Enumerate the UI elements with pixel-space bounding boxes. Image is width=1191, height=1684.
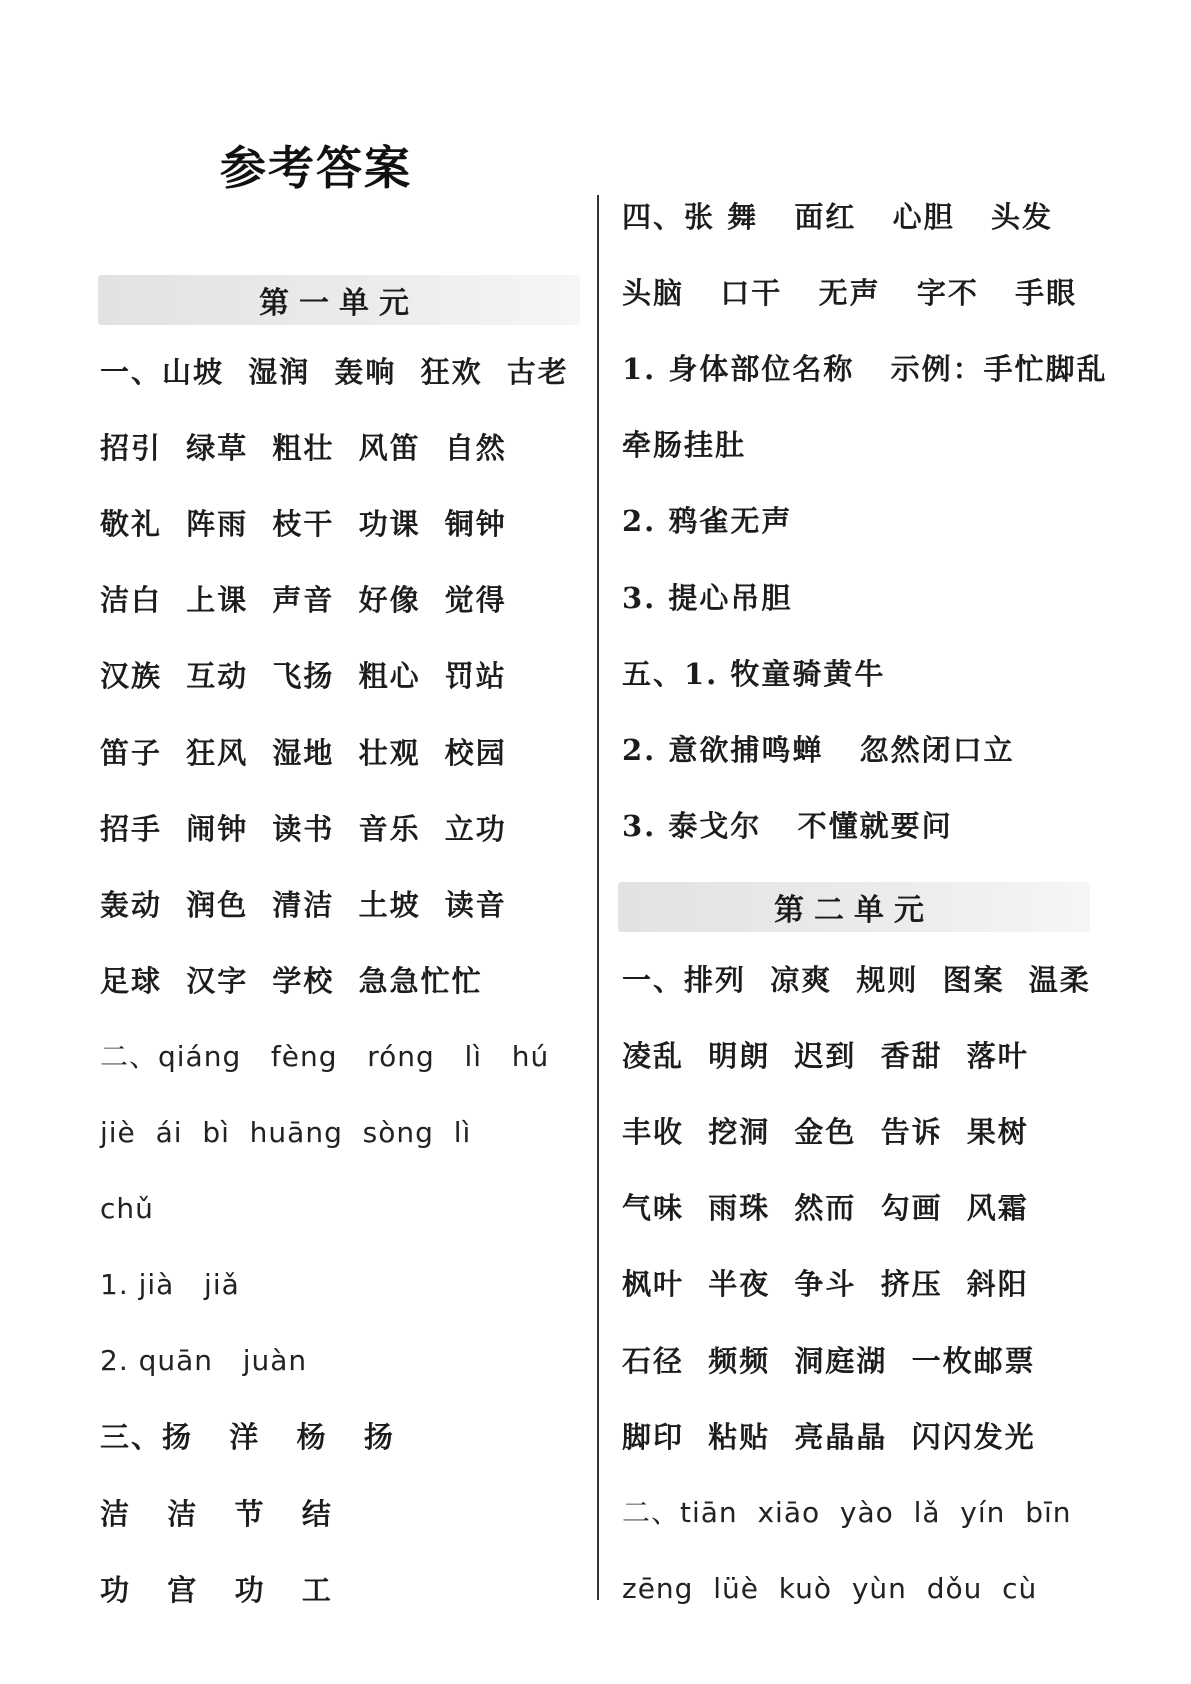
answer-line: 一、山坡 湿润 轰响 狂欢 古老 [100,355,569,389]
answer-line: 脚印 粘贴 亮晶晶 闪闪发光 [622,1419,1036,1454]
answer-line: 招引 绿草 粗壮 风笛 自然 [100,431,507,466]
answer-line: 五、1. 牧童骑黄牛 [622,656,886,691]
answer-line: 轰动 润色 清洁 土坡 读音 [100,887,507,922]
answer-line: 1. jià jiǎ [100,1268,240,1302]
answer-line: 敬礼 阵雨 枝干 功课 铜钟 [100,507,507,542]
answer-line: 1. 身体部位名称 示例：手忙脚乱 [622,352,1108,387]
answer-line: 二、qiáng fèng róng lì hú [100,1039,550,1073]
answer-line: 石径 频频 洞庭湖 一枚邮票 [622,1343,1036,1378]
answer-line: 丰收 挖洞 金色 告诉 果树 [622,1115,1029,1150]
unit-banner-1: 第一单元 [98,275,580,325]
answer-line: 汉族 互动 飞扬 粗心 罚站 [100,659,507,694]
answer-line: 足球 汉字 学校 急急忙忙 [100,963,483,998]
answer-line: 洁 洁 节 结 [100,1496,333,1531]
answer-line: 2. 意欲捕鸣蝉 忽然闭口立 [622,732,1015,767]
answer-line: 洁白 上课 声音 好像 觉得 [100,583,507,618]
answer-line: 一、排列 凉爽 规则 图案 温柔 [622,963,1091,997]
answer-line: 3. 泰戈尔 不懂就要问 [622,808,953,843]
answer-line: 2. quān juàn [100,1344,308,1378]
page-title: 参考答案 [220,141,412,195]
answer-line: zēng lüè kuò yùn dǒu cù [622,1571,1038,1605]
answer-line: 牵肠挂肚 [622,428,747,463]
answer-line: 头脑 口干 无声 字不 手眼 [622,276,1078,311]
unit-banner-2: 第二单元 [618,882,1090,932]
answer-line: 功 宫 功 工 [100,1572,333,1607]
answer-line: jiè ái bì huāng sòng lì [100,1116,472,1149]
answer-line: 二、tiān xiāo yào lǎ yín bīn [622,1495,1072,1529]
column-divider [597,195,599,1600]
answer-line: 三、扬 洋 杨 扬 [100,1420,395,1455]
answer-line: 四、张 舞 面红 心胆 头发 [622,200,1053,234]
answer-line: 2. 鸦雀无声 [622,504,793,539]
answer-line: 气味 雨珠 然而 勾画 风霜 [622,1191,1029,1226]
answer-line: 招手 闹钟 读书 音乐 立功 [100,811,507,846]
answer-line: 笛子 狂风 湿地 壮观 校园 [100,735,507,770]
answer-line: 凌乱 明朗 迟到 香甜 落叶 [622,1039,1029,1074]
answer-line: chǔ [100,1192,154,1226]
answer-line: 3. 提心吊胆 [622,580,793,615]
answer-line: 枫叶 半夜 争斗 挤压 斜阳 [622,1267,1029,1302]
